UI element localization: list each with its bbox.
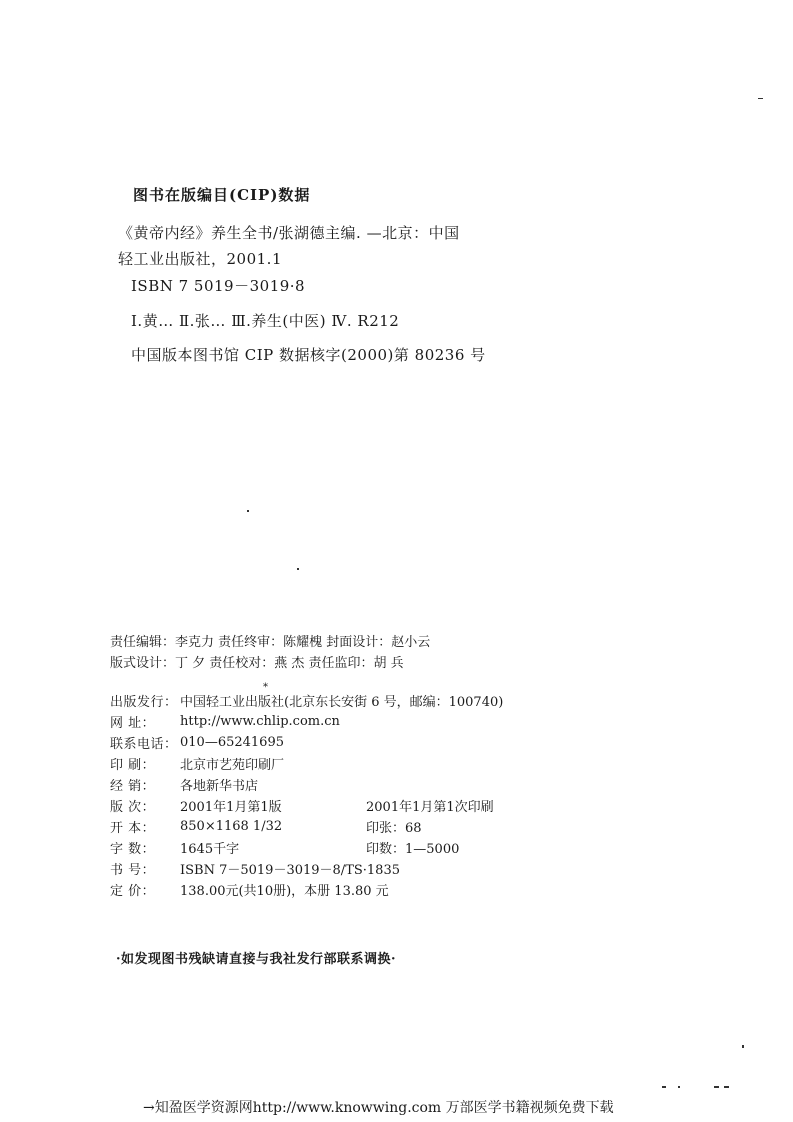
distributor-row (110, 774, 670, 795)
format-value: 850×1168 1/32 (180, 819, 283, 834)
asterisk-mark: * (263, 682, 268, 693)
editors-line: 责任编辑：李克力 责任终审：陈耀槐 封面设计：赵小云 (110, 635, 431, 650)
price-label: 定 价： (110, 884, 156, 899)
scan-speck (678, 1086, 680, 1088)
cip-isbn-line: ISBN 7 5019－3019·8 (131, 277, 306, 295)
website-label: 网 址： (110, 716, 156, 731)
publisher-label: 出版发行： (110, 695, 178, 710)
edition-value: 2001年1月第1版 (180, 800, 282, 815)
footer-watermark: →知盈医学资源网http://www.knowwing.com 万部医学书籍视频免费下载 (143, 1100, 614, 1116)
website-value: http://www.chlip.com.cn (180, 714, 340, 729)
imprint-block (110, 630, 670, 900)
printing-value: 2001年1月第1次印刷 (366, 800, 494, 815)
website-row (110, 711, 670, 732)
scan-speck (714, 1086, 719, 1088)
printer-value: 北京市艺苑印刷厂 (180, 758, 285, 773)
editors-row-1 (110, 630, 670, 651)
format-row (110, 816, 670, 837)
editors-line: 版式设计：丁 夕 责任校对：燕 杰 责任监印：胡 兵 (110, 656, 404, 671)
replacement-notice: ·如发现图书残缺请直接与我社发行部联系调换· (116, 952, 397, 967)
scan-speck (724, 1086, 729, 1088)
scan-speck (247, 510, 249, 512)
publisher-row (110, 690, 670, 711)
booknumber-label: 书 号： (110, 863, 156, 878)
format-label: 开 本： (110, 821, 156, 836)
editors-row-2 (110, 651, 670, 672)
scan-speck (742, 1045, 744, 1048)
distributor-label: 经 销： (110, 779, 156, 794)
cip-subjects-line: Ⅰ.黄… Ⅱ.张… Ⅲ.养生(中医) Ⅳ. R212 (131, 312, 400, 330)
phone-row (110, 732, 670, 753)
cip-publisher-line: 轻工业出版社，2001.1 (118, 250, 282, 268)
print-run-value: 印数：1—5000 (366, 842, 460, 857)
scan-speck (758, 98, 763, 99)
cip-record-line: 中国版本图书馆 CIP 数据核字(2000)第 80236 号 (131, 346, 486, 364)
spacer (110, 672, 670, 690)
phone-value: 010—65241695 (180, 735, 284, 750)
printer-row (110, 753, 670, 774)
cip-heading: 图书在版编目(CIP)数据 (133, 186, 311, 204)
wordcount-label: 字 数： (110, 842, 156, 857)
printer-label: 印 刷： (110, 758, 156, 773)
cip-title-line: 《黄帝内经》养生全书/张湖德主编. —北京：中国 (118, 224, 460, 242)
price-value: 138.00元(共10册)，本册 13.80 元 (180, 884, 389, 899)
price-row (110, 879, 670, 900)
booknumber-value: ISBN 7－5019－3019－8/TS·1835 (180, 863, 400, 878)
edition-row (110, 795, 670, 816)
sheets-value: 印张：68 (366, 821, 422, 836)
phone-label: 联系电话： (110, 737, 178, 752)
distributor-value: 各地新华书店 (180, 779, 259, 794)
scan-speck (662, 1086, 666, 1088)
scan-speck (297, 568, 299, 570)
publisher-value: 中国轻工业出版社(北京东长安街 6 号，邮编：100740) (180, 695, 504, 710)
edition-label: 版 次： (110, 800, 156, 815)
wordcount-row (110, 837, 670, 858)
wordcount-value: 1645千字 (180, 842, 240, 857)
booknumber-row (110, 858, 670, 879)
